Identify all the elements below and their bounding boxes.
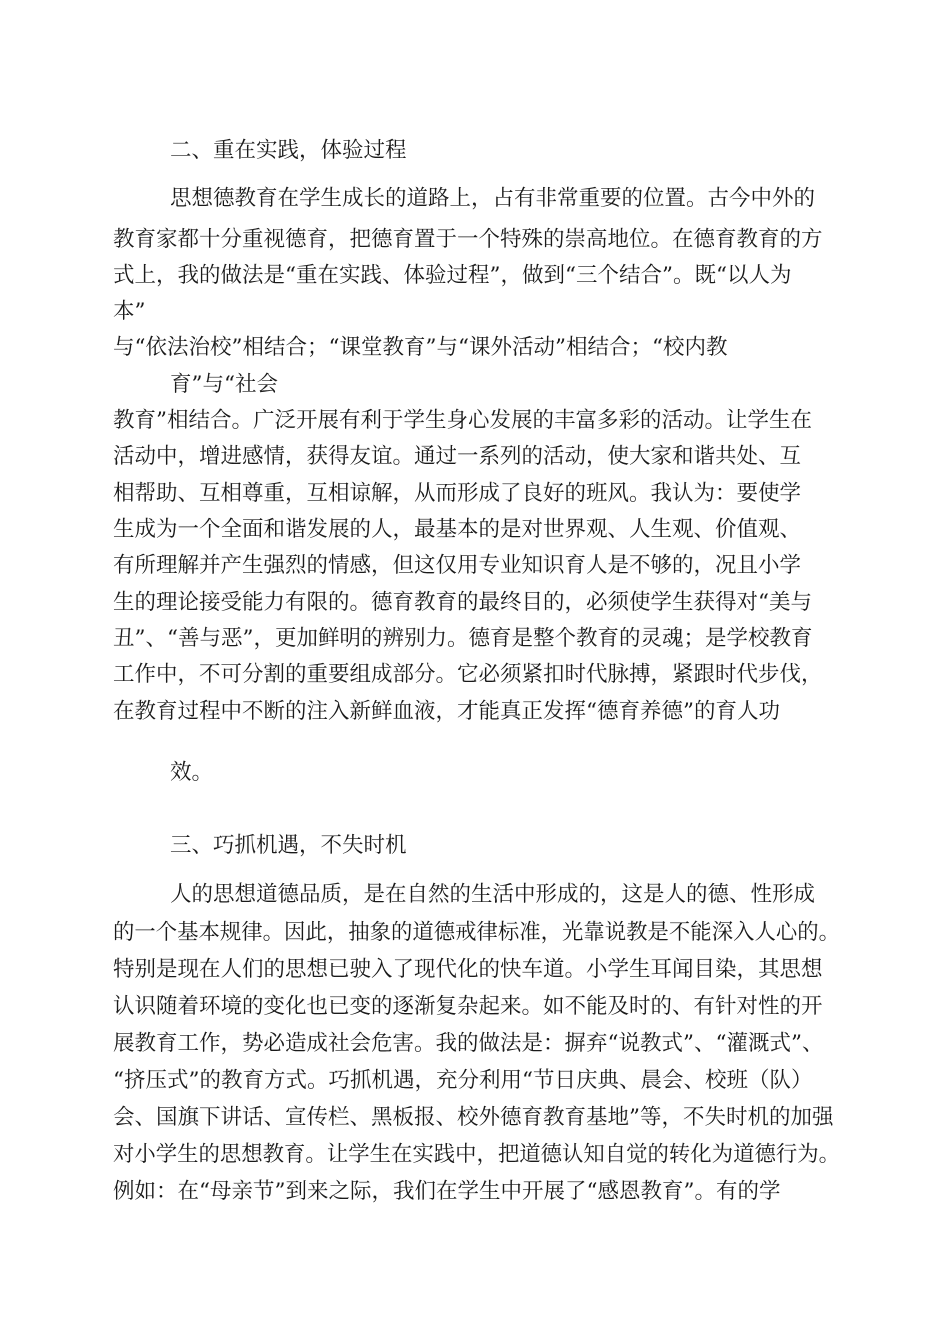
paragraph-line: 会、国旗下讲话、宣传栏、黑板报、校外德育教育基地”等，不失时机的加强 [113,1105,834,1130]
paragraph-line: 活动中，增进感情，获得友谊。通过一系列的活动，使大家和谐共处、互 [113,444,802,469]
section-heading-2: 二、重在实践，体验过程 [170,138,407,163]
paragraph-line: 认识随着环境的变化也已变的逐渐复杂起来。如不能及时的、有针对性的开 [113,994,823,1019]
paragraph-line: 工作中，不可分割的重要组成部分。它必须紧扣时代脉搏，紧跟时代步伐， [113,662,823,687]
paragraph-line: 生成为一个全面和谐发展的人，最基本的是对世界观、人生观、价值观、 [113,517,802,542]
paragraph-line: 在教育过程中不断的注入新鲜血液，才能真正发挥“德育养德”的育人功 [113,699,780,724]
paragraph-line: 对小学生的思想教育。让学生在实践中，把道德认知自觉的转化为道德行为。 [113,1142,840,1167]
paragraph-line: 丑”、“善与恶”，更加鲜明的辨别力。德育是整个教育的灵魂；是学校教育 [113,626,813,651]
paragraph-line: 本” [113,299,146,324]
paragraph-line: 人的思想道德品质，是在自然的生活中形成的，这是人的德、性形成 [170,882,816,907]
section-heading-3: 三、巧抓机遇，不失时机 [170,833,407,858]
paragraph-line: 展教育工作，势必造成社会危害。我的做法是：摒弃“说教式”、“灌溉式”、 [113,1031,824,1056]
paragraph-line: 效。 [170,760,214,785]
paragraph-line: 育”与“社会 [170,372,278,397]
paragraph-line: 相帮助、互相尊重，互相谅解，从而形成了良好的班风。我认为：要使学 [113,481,802,506]
paragraph-line: 思想德教育在学生成长的道路上，占有非常重要的位置。古今中外的 [170,186,816,211]
paragraph-line: 教育”相结合。广泛开展有利于学生身心发展的丰富多彩的活动。让学生在 [113,408,812,433]
paragraph-line: 生的理论接受能力有限的。德育教育的最终目的，必须使学生获得对“美与 [113,590,812,615]
paragraph-line: 有所理解并产生强烈的情感，但这仅用专业知识育人是不够的，况且小学 [113,553,802,578]
paragraph-line: 例如：在“母亲节”到来之际，我们在学生中开展了“感恩教育”。有的学 [113,1179,781,1204]
paragraph-line: “挤压式”的教育方式。巧抓机遇，充分利用“节日庆典、晨会、校班（队） [113,1068,813,1093]
paragraph-line: 特别是现在人们的思想已驶入了现代化的快车道。小学生耳闻目染，其思想 [113,957,823,982]
paragraph-line: 教育家都十分重视德育，把德育置于一个特殊的崇高地位。在德育教育的方 [113,227,823,252]
paragraph-line: 式上，我的做法是“重在实践、体验过程”，做到“三个结合”。既“以人为 [113,263,792,288]
paragraph-line: 的一个基本规律。因此，抽象的道德戒律标准，光靠说教是不能深入人心的。 [113,920,840,945]
paragraph-line: 与“依法治校”相结合；“课堂教育”与“课外活动”相结合；“校内教 [113,335,728,360]
